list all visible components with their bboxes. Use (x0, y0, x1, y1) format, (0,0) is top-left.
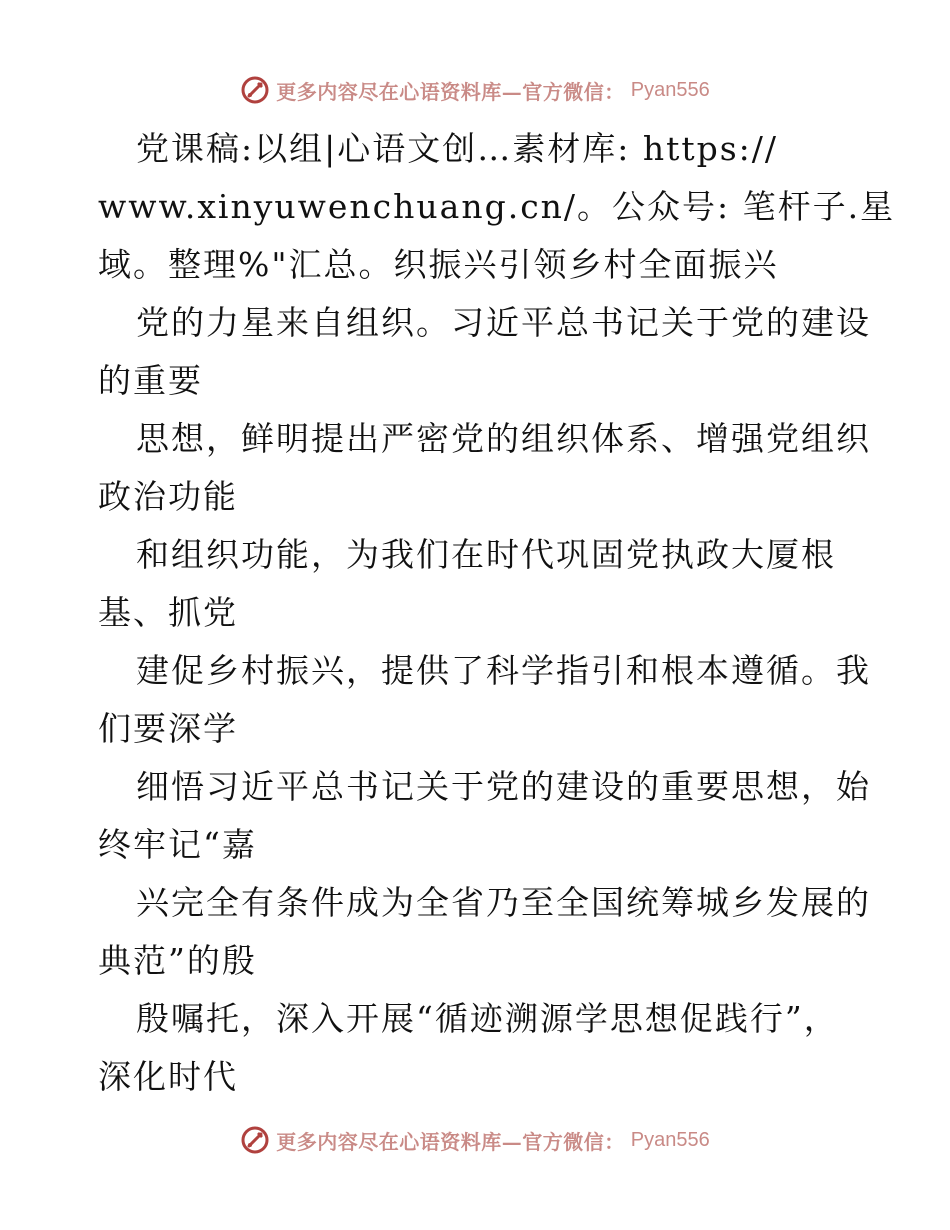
watermark-text: 更多内容尽在心语资料库—官方微信： (276, 79, 625, 104)
body-line: 深化时代 (98, 1057, 238, 1096)
watermark-text: 更多内容尽在心语资料库—官方微信： (276, 1129, 625, 1154)
body-line: 党的力星来自组织。习近平总书记关于党的建设 (136, 303, 871, 342)
body-line: 思想，鲜明提出严密党的组织体系、增强党组织 (136, 419, 871, 458)
pen-seal-logo-icon (240, 1125, 270, 1155)
body-line: 党课稿:以组|心语文创…素材库: https:// (136, 129, 779, 168)
body-line: 兴完全有条件成为全省乃至全国统筹城乡发展的 (136, 883, 871, 922)
body-line: 终牢记“嘉 (98, 825, 257, 864)
body-line: 的重要 (98, 361, 203, 400)
body-line: 域。整理%"汇总。织振兴引领乡村全面振兴 (98, 245, 779, 284)
document-body (98, 120, 896, 1106)
header-watermark-banner (0, 70, 950, 110)
body-line: 们要深学 (98, 709, 238, 748)
body-line: 建促乡村振兴，提供了科学指引和根本遵循。我 (136, 651, 871, 690)
body-line: 基、抓党 (98, 593, 238, 632)
body-line: 和组织功能，为我们在时代巩固党执政大厦根 (136, 535, 836, 574)
body-line: 殷嘱托，深入开展“循迹溯源学思想促践行”， (136, 999, 839, 1038)
footer-watermark-banner (0, 1120, 950, 1160)
body-line: 典范”的殷 (98, 941, 257, 980)
watermark-contact: Pyan556 (630, 78, 710, 101)
pen-seal-logo-icon (240, 75, 270, 105)
body-line: 细悟习近平总书记关于党的建设的重要思想，始 (136, 767, 871, 806)
body-line: www.xinyuwenchuang.cn/。公众号: 笔杆子.星 (98, 187, 896, 226)
body-line: 政治功能 (98, 477, 238, 516)
watermark-contact: Pyan556 (630, 1128, 710, 1151)
